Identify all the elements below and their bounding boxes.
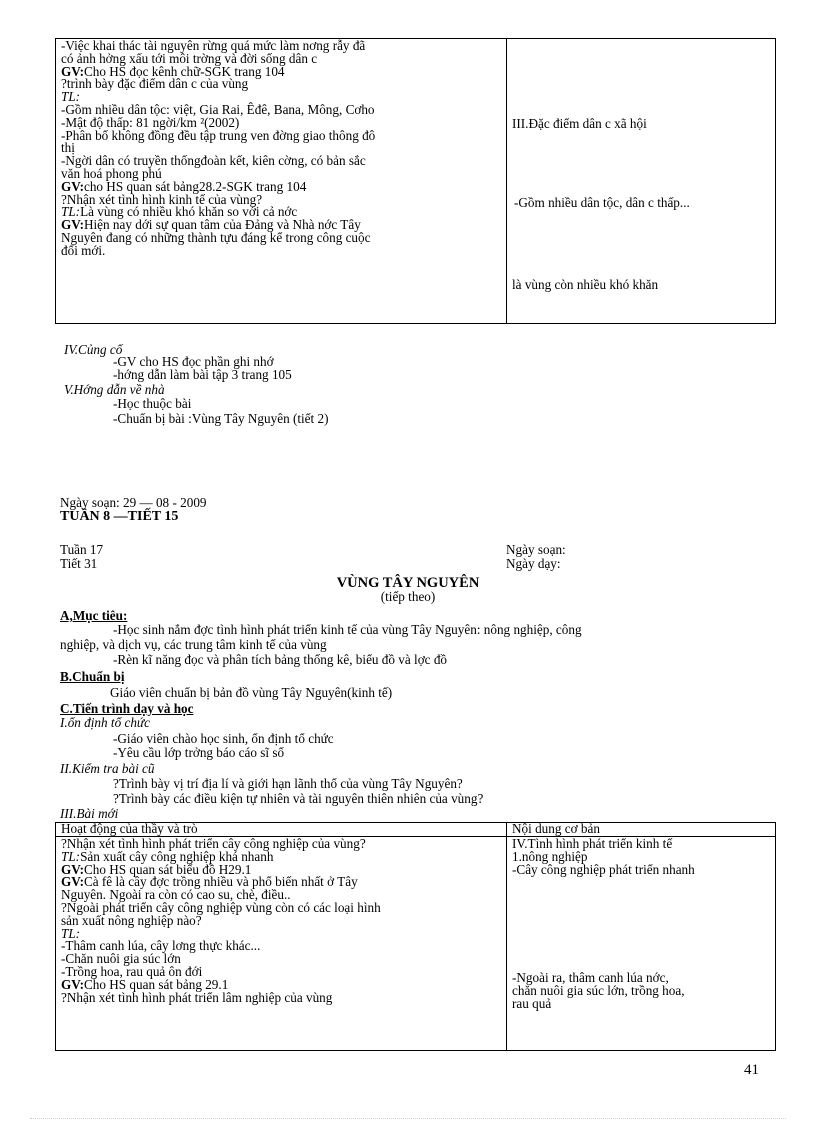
table-row: -Việc khai thác tài nguyên rừng quá mức làm nơng rẫy đã — [61, 38, 366, 53]
tuan-label: Tuần 17 — [60, 542, 104, 557]
table-row: GV:Cho HS quan sát bảng 29.1 — [61, 976, 229, 992]
table-top-divider — [506, 38, 507, 324]
table-row: TL: — [61, 89, 81, 105]
page-title: VÙNG TÂY NGUYÊN — [336, 575, 480, 591]
list-item: -Chuẩn bị bài :Vùng Tây Nguyên (tiết 2) — [113, 411, 329, 426]
table-row: Nguyên đang có những thành tựu đáng kể trong công cuộc — [61, 229, 371, 245]
table-row: GV:Cho HS quan sát biểu đồ H29.1 — [61, 861, 252, 877]
list-item: -GV cho HS đọc phần ghi nhớ — [113, 354, 274, 369]
table-row: ?trình bày đặc điểm dân c của vùng — [61, 76, 249, 92]
table-row: -Chăn nuôi gia súc lớn — [61, 951, 181, 967]
ngay-soan-date: Ngày soạn: 29 — 08 - 2009 — [60, 495, 207, 510]
table-row: Nguyên. Ngoài ra còn có cao su, chè, điều.. — [61, 887, 291, 903]
huongdan-heading: V.Hớng dẫn về nhà — [64, 382, 165, 397]
table-bottom-divider — [506, 822, 507, 1051]
column-header: Nội dung cơ bản — [512, 821, 600, 836]
table-row: -Trồng hoa, rau quả ôn đới — [61, 963, 203, 979]
table-row: thị — [61, 140, 75, 156]
muctieu-heading: A,Mục tiêu: — [60, 608, 128, 623]
table-row: -Phân bố không đồng đều tập trung ven đờng giao thông đô — [61, 127, 376, 143]
table-row: -Thâm canh lúa, cây lơng thực khác... — [61, 938, 261, 954]
table-row: -Mật độ thấp: 81 ngời/km ²(2002) — [61, 114, 240, 130]
table-row: ?Nhận xét tình hình kinh tế của vùng? — [61, 191, 263, 207]
content-item: chăn nuôi gia súc lớn, trồng hoa, — [512, 982, 685, 998]
table-header-right — [512, 823, 600, 836]
section-heading-kinh-te: IV.Tình hình phát triển kinh tế — [512, 836, 673, 851]
table-row: GV:Cà fê là cây đợc trồng nhiều và phổ biến nhất ở Tây — [61, 874, 358, 890]
ngay-soan-label: Ngày soạn: — [506, 542, 566, 557]
ngay-day-label: Ngày dạy: — [506, 556, 561, 571]
table-bottom-right-cell — [512, 838, 774, 876]
list-item: ?Trình bày vị trí địa lí và giới hạn lãnh thổ của vùng Tây Nguyên? — [113, 776, 463, 791]
tuan-tiet-heading: TUẦN 8 —TIẾT 15 — [60, 509, 179, 524]
content-item: là vùng còn nhiều khó khăn — [512, 277, 659, 292]
table-bottom-right-cell-2 — [512, 972, 774, 1010]
content-item: -Gồm nhiều dân tộc, dân c thấp... — [514, 195, 690, 210]
table-row: -Gồm nhiều dân tộc: việt, Gia Rai, Êđê, Bana, Mông, Cơho — [61, 101, 375, 117]
list-item: -Giáo viên chào học sinh, ổn định tổ chức — [113, 731, 334, 746]
muctieu-line: -Rèn kĩ năng đọc và phân tích bảng thống kê, biểu đồ và lợc đồ — [113, 652, 448, 667]
content-item: rau quả — [512, 995, 552, 1011]
table-top-left-cell — [61, 40, 503, 258]
chuanbi-heading: B.Chuẩn bị — [60, 669, 125, 684]
table-row: ?Ngoài phát triển cây công nghiệp vùng còn có các loại hình — [61, 899, 381, 915]
table-row: TL:Là vùng có nhiều khó khăn so với cả nớc — [61, 204, 298, 220]
table-row: văn hoá phong phú — [61, 165, 162, 181]
table-row: TL:Sản xuất cây công nghiệp khá nhanh — [61, 848, 274, 864]
ondinh-heading: I.ổn định tổ chức — [60, 715, 150, 730]
kiemtra-heading: II.Kiểm tra bài cũ — [60, 761, 155, 776]
table-row: có ảnh hởng xấu tới môi trờng và đời sống dân c — [61, 50, 318, 66]
table-row: GV:Hiện nay dới sự quan tâm của Đảng và Nhà nớc Tây — [61, 217, 361, 233]
table-bottom-left-cell — [61, 838, 503, 1004]
page-bottom-dotted-rule — [30, 1118, 786, 1119]
tientrinh-heading: C.Tiến trình dạy và học — [60, 701, 194, 716]
table-top-right-cell — [512, 118, 772, 131]
column-header: Hoạt động của thầy và trò — [61, 821, 198, 836]
content-item: -Ngoài ra, thâm canh lúa nớc, — [512, 970, 669, 985]
muctieu-line: nghiệp, và dịch vụ, các trung tâm kinh tế của vùng — [60, 637, 327, 652]
table-row: GV:Cho HS đọc kênh chữ-SGK trang 104 — [61, 63, 285, 79]
content-item: 1.nông nghiệp — [512, 848, 588, 864]
list-item: ?Trình bày các điều kiện tự nhiên và tài nguyên thiên nhiên của vùng? — [113, 791, 484, 806]
list-item: -hớng dẫn làm bài tập 3 trang 105 — [113, 367, 292, 382]
baimoi-heading: III.Bài mới — [60, 806, 119, 821]
list-item: -Yêu cầu lớp trởng báo cáo sĩ số — [113, 745, 285, 760]
muctieu-line: -Học sinh nắm đợc tình hình phát triển kinh tế của vùng Tây Nguyên: nông nghiệp, công — [113, 622, 582, 637]
table-row: -Ngời dân có truyền thốngđoàn kết, kiên cờng, có bản sắc — [61, 153, 366, 169]
table-row: GV:cho HS quan sát bảng28.2-SGK trang 104 — [61, 178, 307, 194]
table-row: sản xuất nông nghiệp nào? — [61, 912, 202, 928]
content-item: -Cây công nghiệp phát triển nhanh — [512, 861, 695, 877]
tiet-label: Tiết 31 — [60, 556, 98, 571]
section-heading-dan-cu: III.Đặc điểm dân c xã hội — [512, 116, 647, 131]
table-row: đổi mới. — [61, 242, 106, 258]
cungco-heading: IV.Củng cố — [64, 342, 123, 357]
table-row: ?Nhận xét tình hình phát triển cây công nghiệp của vùng? — [61, 836, 366, 851]
table-row: ?Nhận xét tình hình phát triển lâm nghiệp của vùng — [61, 989, 333, 1005]
table-top-right-cell-3 — [512, 279, 772, 292]
page-number: 41 — [744, 1062, 759, 1078]
chuanbi-line: Giáo viên chuẩn bị bản đồ vùng Tây Nguyên(kinh tế) — [110, 685, 393, 700]
table-top-right-cell-2 — [514, 197, 774, 210]
list-item: -Học thuộc bài — [113, 396, 192, 411]
table-header-left — [61, 823, 198, 836]
page-subtitle: (tiếp theo) — [380, 589, 436, 604]
table-row: TL: — [61, 925, 81, 941]
